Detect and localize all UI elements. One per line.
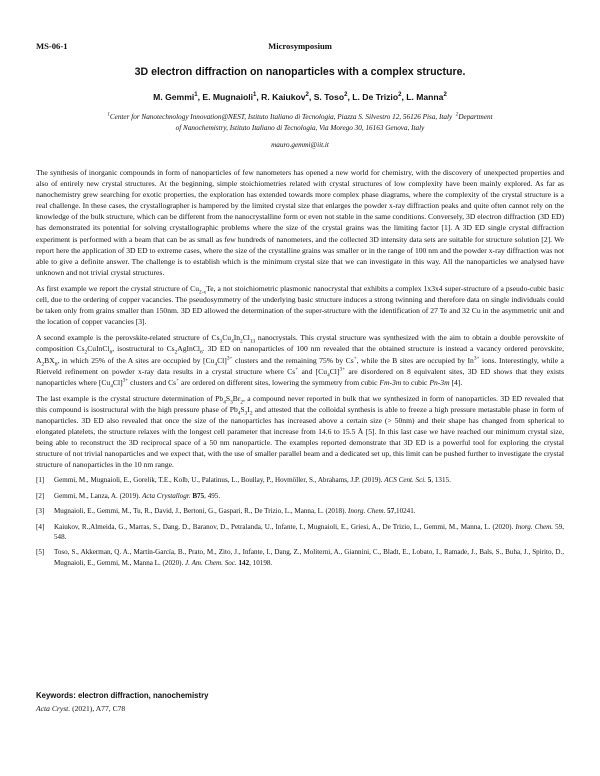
reference-item: [3] Mugnaioli, E., Gemmi, M., Tu, R., David, J., Bertoni, G., Gaspari, R., De Trizio, L., Manna, L. (2018). Inorg. Chem. 57,10241. (36, 507, 416, 516)
page-header (36, 41, 564, 53)
reference-item: [4] Kaiukov, R.,Almeida, G., Marras, S., Dang, D., Baranov, D., Petralanda, U., Infante, I., Mugnaioli, E., Griesi, A., De Trizio, L., Gemmi, M., Manna, L. (2020). Inorg. Chem. 59, 548. (36, 522, 565, 542)
affiliation-2-start: Department (458, 113, 493, 121)
author: S. Toso$^2$, (313, 92, 353, 102)
paragraph: The synthesis of inorganic compounds in form of nanoparticles of few nanometers has opened a new world for chemistry, with the discovery of unexpected properties and also of entirely new crystal structures. At the beginning, simple stoichiometries related with crystal structures of low complexity have been mainly explored. As far as nanochemistry grew searching for exotic properties, the exploration has extended towards more complex phase diagrams, where the complexity of the crystal structure is a real challenge. In these cases, the crystallographer is hampered by the limited crystal size that enlarges the powder x-ray diffraction peaks and quite often cannot rely on the knowledge of the bulk structure, which can be different from the nanocrystalline form or even not stable in the same conditions. Conversely, 3D electron diffraction (3D ED) has demonstrated its potential for solving crystallographic problems where the size of the crystal grains was the limiting factor [1]. A 3D ED single crystal diffraction experiment is performed with a beam that can be as small as few hundreds of nanometers, and the collected 3D intensity data sets are suitable for structure solution [2]. We report here the application of 3D ED to extreme cases, where the size of the crystalline grains was smaller or in the range of 100 nm and the powder x-ray diffraction was not able to give a definite answer. The challenge is to establish which is the minimum crystal size that we can investigate in this way. All the nanoparticles we analysed have unknown and not trivial crystal structures. (36, 168, 564, 277)
paper-title: 3D electron diffraction on nanoparticles with a complex structure. (134, 66, 466, 78)
author: L. Manna$^2$ (406, 92, 447, 102)
paragraph: A second example is the perovskite-related structure of $Cs_3Cu_4In_2Cl_{13}$ nanocrystals. This crystal structure was synthesized with the aim to obtain a double perovskite of composition $Cs_2CuInCl_6$, isostructural to $Cs_2AgInCl_6$. 3D ED on nanoparticles of 100 nm revealed that the obtained structure is instead a vacancy ordered perovskite, $A_2BX_6$, in which 25% of the A sites are occupied by $[Cu_4Cl]^{3+}$ clusters and the remaining 75% by Cs+, while the B sites are occupied by $In^{3+}$ ions. Interestingly, while a Rietveld refinement on powder x-ray data results in a crystal structure where Cs+ and $[Cu_4Cl]^{3+}$ are disordered on 8 equivalent sites, 3D ED shows that they exists nanoparticles where $[Cu_4Cl]^{3+}$ clusters and Cs+ are ordered on different sites, lowering the symmetry from cubic Fm-3m to cubic Pn-3m [4]. (36, 333, 565, 390)
author: R. Kaiukov$^2$, (261, 92, 314, 102)
reference-list (36, 475, 564, 568)
reference-item: [1] Gemmi, M., Mugnaioli, E., Gorelik, T.E., Kolb, U., Palatinus, L., Boullay, P., Hovmöller, S., Abrahams, J.P. (2019). ACS Cent. Sci. 5, 1315. (36, 476, 451, 485)
section-label: Microsymposium (268, 41, 332, 51)
affiliation-2: of Nanochemistry, Istituto Italiano di Tecnologia, Via Morego 30, 16163 Genova, Italy (175, 124, 425, 132)
affiliations: $^1$Center for Nanotechnology Innovation@NEST, Istituto Italiano di Tecnologia, Piazza S. Silvestro 12, 56126 Pisa, Italy $^2$Department of Nanochemistry, Istituto Italiano di Tecnologia, Via Morego 30, 16163 Genova, Italy (107, 112, 493, 132)
author: M. Gemmi$^1$, (153, 92, 203, 102)
author: E. Mugnaioli$^1$, (202, 92, 262, 102)
abstract-code: MS-06-1 (36, 41, 68, 51)
affiliation-1: Center for Nanotechnology Innovation@NEST, Istituto Italiano di Tecnologia, Piazza S. Silvestro 12, 56126 Pisa, Italy (109, 113, 453, 121)
author-list (36, 92, 564, 102)
abstract-body (36, 167, 564, 573)
reference-item: [5] Toso, S., Akkerman, Q. A., Martín-García, B., Prato, M., Zito, J., Infante, I., Dang, Z., Moliterni, A., Giannini, C., Bladt, E., Lobato, I., Ramade, J., Bals, S., Buha, J., Spirito, D., Mugnaioli, E., Gemmi, M., Manna L. (2020). J. Am. Chem. Soc. 142, 10198. (36, 548, 564, 567)
paragraph: The last example is the crystal structure determination of $Pb_4S_3Br_2$, a compound never reported in bulk that we synthesized in form of nanoparticles. 3D ED revealed that this compound is isostructural with the high pressure phase of $Pb_4S_3I_2$ and attested that the colloidal synthesis is able to freeze a high pressure metastable phase in form of nanoparticles. 3D ED also revealed that once the size of the nanoparticles has increased above a certain size (> 50nm) and their shape has changed from spherical to elongated platelets, the structure relaxes with the longest cell parameter that increase from 14.6 to 15.5 Å [5]. In this last case we have reached our minimum crystal size, being able to reconstruct the 3D reciprocal space of a 50 nm nanoparticle. The examples reported demonstrate that 3D ED is a powerful tool for exploring the crystal structure of not trivial nanoparticles and we expect that, with the use of smaller parallel beam and a dedicated set up, this limit can be pushed further to investigate the crystal structure of nanoparticles in the 10 nm range. (36, 393, 565, 470)
keywords: Keywords: electron diffraction, nanochemistry (36, 691, 209, 700)
paragraph: As first example we report the crystal structure of $Cu_{2-x}Te$, a not stoichiometric plasmonic nanocrystal that exhibits a complex 1x3x4 super-structure of a pseudo-cubic basic cell, due to the ordering of copper vacancies. The pseudosymmetry of the underlying basic structure induces a strong twinning and therefore data on single individuals could be taken only from grains smaller than 150nm. 3D ED allowed the determination of the super-structure with the identification of 27 Te and 32 Cu in the asymmetric unit and the location of copper vacancies [3]. (36, 283, 564, 327)
author: L. De Trizio$^2$, (352, 92, 407, 102)
contact-email[interactable]: mauro.gemmi@iit.it (271, 141, 329, 149)
reference-item: [2] Gemmi, M., Lanza, A. (2019). Acta Crystallogr. B75, 495. (36, 491, 221, 500)
journal-citation: Acta Cryst. (2021), A77, C78 (36, 704, 126, 713)
